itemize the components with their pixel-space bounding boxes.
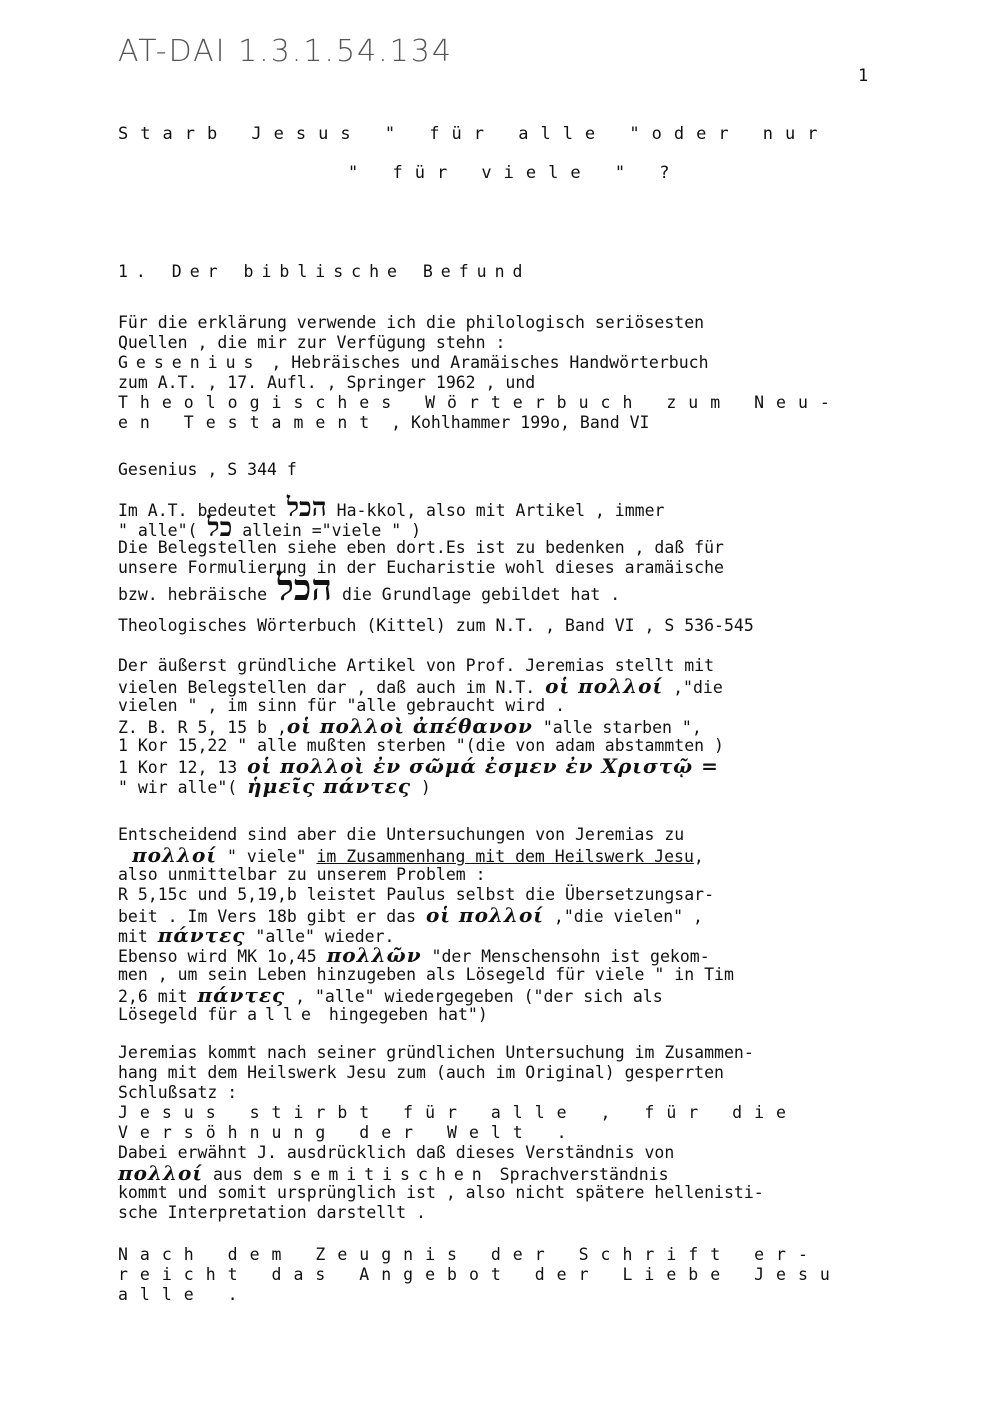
final-line-1: Nach dem Zeugnis der Schrift er-	[118, 1245, 820, 1264]
source-kittel-title: Theologisches Wörterbuch zum Neu-	[118, 393, 842, 412]
hebrew-word: הכל	[276, 567, 333, 609]
source-kittel-publisher: en Testament , Kohlhammer 199o, Band VI	[118, 413, 650, 432]
conclusion-line-3: Schlußsatz :	[118, 1083, 238, 1102]
hebrew-word: כל	[207, 513, 233, 543]
final-line-3: alle .	[118, 1285, 250, 1304]
kittel-line-4: Z. B. R 5, 15 b ,οἱ πολλοὶ ἀπέθανον "alle starben ",	[118, 714, 702, 738]
page-number: 1	[858, 66, 869, 86]
conclusion-quote-2: Versöhnung der Welt .	[118, 1123, 579, 1142]
title-line-1: Starb Jesus " für alle "oder nur	[118, 124, 830, 144]
conclusion-line-6: Dabei erwähnt J. ausdrücklich daß dieses Verständnis von	[118, 1143, 675, 1162]
jeremias-line-3: also unmittelbar zu unserem Problem :	[118, 865, 486, 884]
conclusion-quote-1: Jesus stirbt für alle , für die	[118, 1103, 798, 1122]
greek-handwriting: οἱ πολλοί	[425, 903, 544, 927]
title-line-2: " für viele " ?	[348, 163, 682, 183]
section-heading: 1. Der biblische Befund	[118, 262, 531, 281]
kittel-line-6: 1 Kor 12, 13 οἱ πολλοὶ ἐν σῶμά ἐσμεν ἐν Χριστῷ =	[118, 754, 719, 778]
jeremias-line-2: πολλοί " viele" im Zusammenhang mit dem Heilswerk Jesu,	[132, 843, 704, 867]
gesenius-heading: Gesenius , S 344 f	[118, 460, 297, 479]
kittel-line-5: 1 Kor 15,22 " alle mußten sterben "(die von adam abstammten )	[118, 736, 724, 755]
jeremias-line-5: beit . Im Vers 18b gibt er das οἱ πολλοί ,"die vielen" ,	[118, 903, 703, 927]
gesenius-line-5: bzw. hebräische הכל die Grundlage gebildet hat .	[118, 567, 621, 609]
jeremias-line-4: R 5,15c und 5,19,b leistet Paulus selbst die Übersetzungsar-	[118, 885, 715, 904]
conclusion-line-2: hang mit dem Heilswerk Jesu zum (auch im Original) gesperrten	[118, 1063, 724, 1082]
greek-handwriting: πολλοί	[132, 843, 218, 867]
greek-handwriting: οἱ πολλοί	[545, 674, 664, 698]
kittel-line-2: vielen Belegstellen dar , daß auch im N.T. οἱ πολλοί ,"die	[118, 674, 723, 698]
greek-handwriting: οἱ πολλοὶ ἀπέθανον	[286, 714, 533, 738]
hebrew-word: הכל	[286, 493, 327, 523]
gesenius-line-3: Die Belegstellen siehe eben dort.Es ist zu bedenken , daß für	[118, 538, 724, 557]
source-author: Gesenius	[118, 353, 262, 372]
gesenius-line-2: " alle"( כל allein ="viele " )	[118, 513, 422, 543]
kittel-line-3: vielen " , im sinn für "alle gebraucht wird .	[118, 696, 566, 715]
kittel-line-7: " wir alle"( ἡμεῖς πάντες )	[118, 774, 431, 798]
greek-handwriting: ἡμεῖς πάντες	[247, 774, 411, 798]
jeremias-line-7: Ebenso wird MK 1o,45 πολλῶν "der Menschensohn ist gekom-	[118, 943, 710, 967]
archive-id-stamp: AT-DAI 1.3.1.54.134	[118, 34, 453, 69]
greek-handwriting: οἱ πολλοὶ ἐν σῶμά ἐσμεν ἐν Χριστῷ =	[247, 754, 719, 778]
jeremias-line-1: Entscheidend sind aber die Untersuchungen von Jeremias zu	[118, 825, 685, 844]
greek-handwriting: πάντες	[157, 923, 246, 947]
greek-handwriting: πολλῶν	[326, 943, 422, 967]
kittel-line-1: Der äußerst gründliche Artikel von Prof. Jeremias stellt mit	[118, 656, 715, 675]
gesenius-line-4: unsere Formulierung in der Eucharistie wohl dieses aramäische	[118, 558, 724, 577]
jeremias-line-10: Lösegeld für alle hingegeben hat")	[118, 1005, 488, 1024]
source-gesenius-edition: zum A.T. , 17. Aufl. , Springer 1962 , und	[118, 373, 536, 392]
greek-handwriting: πάντες	[197, 983, 286, 1007]
intro-line-1: Für die erklärung verwende ich die philologisch seriösesten	[118, 313, 705, 332]
jeremias-line-8: men , um sein Leben hinzugeben als Lösegeld für viele " in Tim	[118, 965, 734, 984]
underlined-phrase: im Zusammenhang mit dem Heilswerk Jesu	[316, 847, 694, 866]
final-line-2: reicht das Angebot der Liebe Jesu	[118, 1265, 842, 1284]
conclusion-line-8: kommt und somit ursprünglich ist , also nicht spätere hellenisti-	[118, 1183, 764, 1202]
kittel-heading: Theologisches Wörterbuch (Kittel) zum N.T. , Band VI , S 536-545	[118, 616, 754, 635]
gesenius-line-1: Im A.T. bedeutet הכל Ha-kkol, also mit Artikel , immer	[118, 493, 665, 523]
greek-handwriting: πολλοί	[118, 1161, 204, 1185]
conclusion-line-7: πολλοί aus dem semitischen Sprachverständnis	[118, 1161, 669, 1185]
jeremias-line-6: mit πάντες "alle" wieder.	[118, 923, 395, 947]
intro-line-2: Quellen , die mir zur Verfügung stehn :	[118, 333, 506, 352]
conclusion-line-9: sche Interpretation darstellt .	[118, 1203, 426, 1222]
source-gesenius: Gesenius , Hebräisches und Aramäisches Handwörterbuch	[118, 353, 709, 372]
jeremias-line-9: 2,6 mit πάντες , "alle" wiedergegeben ("der sich als	[118, 983, 663, 1007]
conclusion-line-1: Jeremias kommt nach seiner gründlichen Untersuchung im Zusammen-	[118, 1043, 754, 1062]
